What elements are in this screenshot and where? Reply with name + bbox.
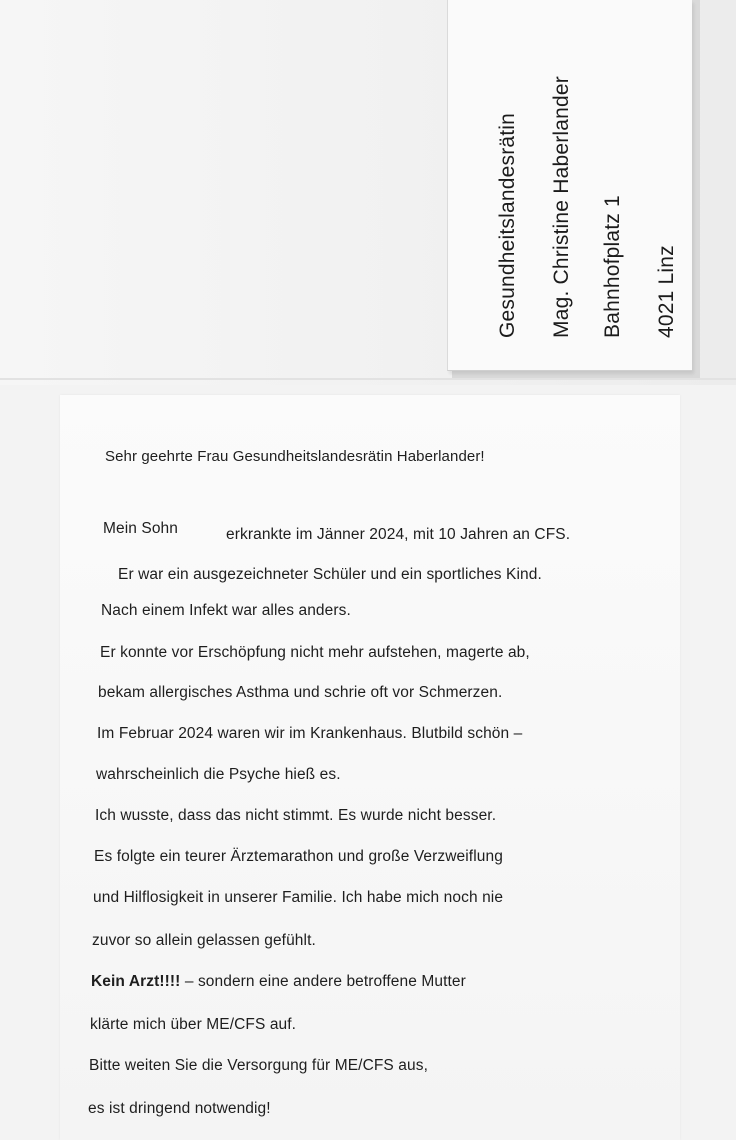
letter-line-13: klärte mich über ME/CFS auf. xyxy=(90,1016,297,1033)
letter-line-14: Bitte weiten Sie die Versorgung für ME/CFS aus, xyxy=(89,1057,428,1074)
recipient-street: Bahnhofplatz 1 xyxy=(601,195,624,338)
letter-line-11: zuvor so allein gelassen gefühlt. xyxy=(92,932,316,949)
letter-line-15: es ist dringend notwendig! xyxy=(88,1100,271,1117)
letter-line-12-rest: – sondern eine andere betroffene Mutter xyxy=(180,973,466,990)
letter-line-1a: Mein Sohn xyxy=(103,520,179,537)
recipient-title: Gesundheitslandesrätin xyxy=(496,112,519,338)
letter-line-2: Er war ein ausgezeichneter Schüler und ein sportliches Kind. xyxy=(118,566,542,583)
address-label xyxy=(447,0,692,371)
letter-line-7: wahrscheinlich die Psyche hieß es. xyxy=(96,766,341,783)
letter-salutation: Sehr geehrte Frau Gesundheitslandesrätin Haberlander! xyxy=(105,448,485,465)
emphasis-text: Kein Arzt!!!! xyxy=(91,973,181,990)
letter-line-3: Nach einem Infekt war alles anders. xyxy=(101,602,351,619)
letter-line-9: Es folgte ein teurer Ärztemarathon und große Verzweiflung xyxy=(94,848,503,865)
recipient-city: 4021 Linz xyxy=(655,245,678,338)
letter-line-6: Im Februar 2024 waren wir im Krankenhaus. Blutbild schön – xyxy=(97,725,523,742)
letter-line-10: und Hilflosigkeit in unserer Familie. Ich habe mich noch nie xyxy=(93,889,504,906)
letter-sheet xyxy=(60,395,680,1140)
paper-edge xyxy=(0,378,736,380)
letter-line-4: Er konnte vor Erschöpfung nicht mehr aufstehen, magerte ab, xyxy=(100,644,530,661)
letter-line-8: Ich wusste, dass das nicht stimmt. Es wurde nicht besser. xyxy=(95,807,497,824)
recipient-name: Mag. Christine Haberlander xyxy=(550,76,573,338)
letter-line-12 xyxy=(91,972,466,992)
letter-line-5: bekam allergisches Asthma und schrie oft vor Schmerzen. xyxy=(98,684,503,701)
letter-line-1b: erkrankte im Jänner 2024, mit 10 Jahren an CFS. xyxy=(226,526,571,543)
